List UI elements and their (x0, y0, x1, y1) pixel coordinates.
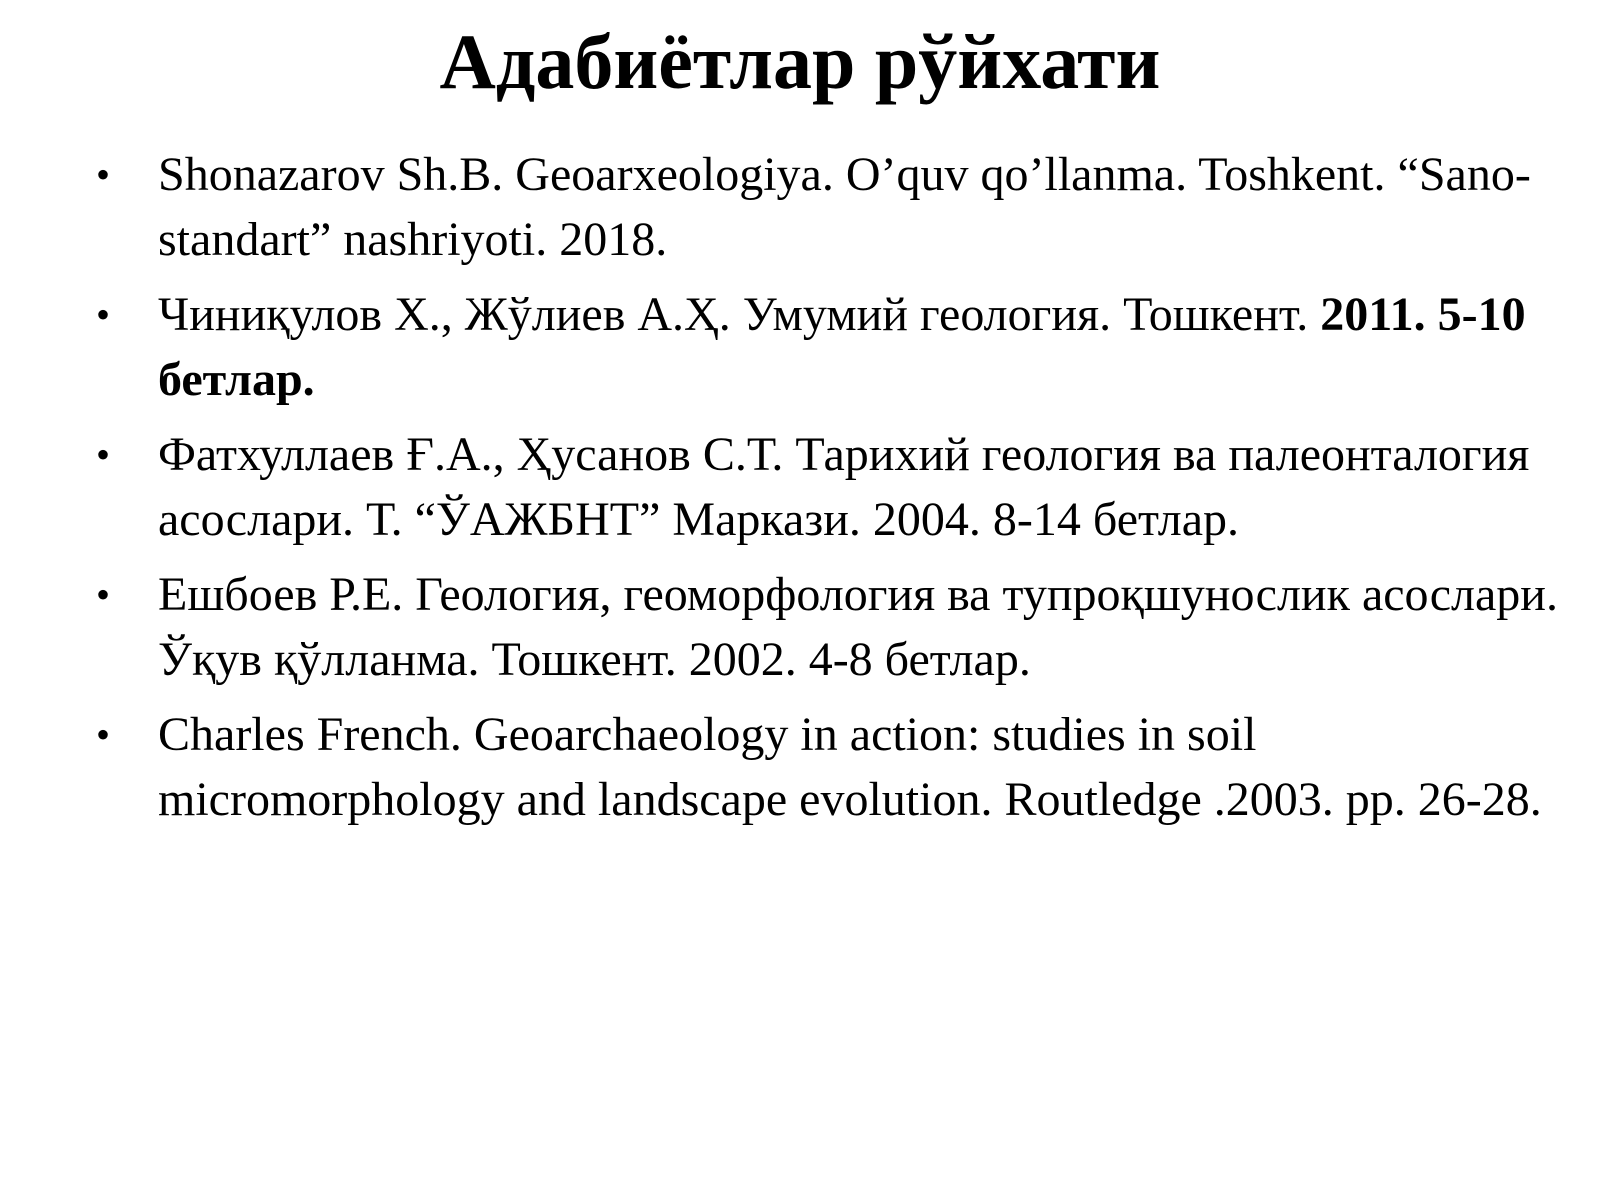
list-item (92, 702, 1562, 832)
reference-text: Фатхуллаев Ғ.А., Ҳусанов С.Т. Тарихий геология ва палеонталогия асослари. Т. “ЎАЖБНТ” Маркази. 2004. 8-14 бетлар. (158, 428, 1530, 546)
bullet-icon: • (96, 152, 111, 197)
reference-text: Чиниқулов Х., Жўлиев А.Ҳ. Умумий геология. Тошкент. (158, 288, 1321, 341)
bullet-icon: • (96, 572, 111, 617)
list-item (92, 422, 1562, 552)
reference-list (92, 142, 1562, 842)
reference-text: Charles French. Geoarchaeology in action: studies in soil micromorphology and landscape evolution. Routledge .2003. pp. 26-28. (158, 708, 1542, 826)
bullet-icon: • (96, 712, 111, 757)
list-item (92, 562, 1562, 692)
list-item (92, 142, 1562, 272)
reference-text: Shonazarov Sh.B. Geoarxeologiya. O’quv qo’llanma. Toshkent. “Sano-standart” nashriyoti. 2018. (158, 148, 1531, 266)
bullet-icon: • (96, 432, 111, 477)
reference-bold-tail: 2011. 5-10 бетлар. (158, 288, 1526, 406)
slide-title: Адабиётлар рўйхати (439, 18, 1161, 105)
bullet-icon: • (96, 292, 111, 337)
reference-text: Ешбоев Р.Е. Геология, геоморфология ва тупроқшунослик асослари. Ўқув қўлланма. Тошкент. 2002. 4-8 бетлар. (158, 568, 1558, 686)
list-item (92, 282, 1562, 412)
